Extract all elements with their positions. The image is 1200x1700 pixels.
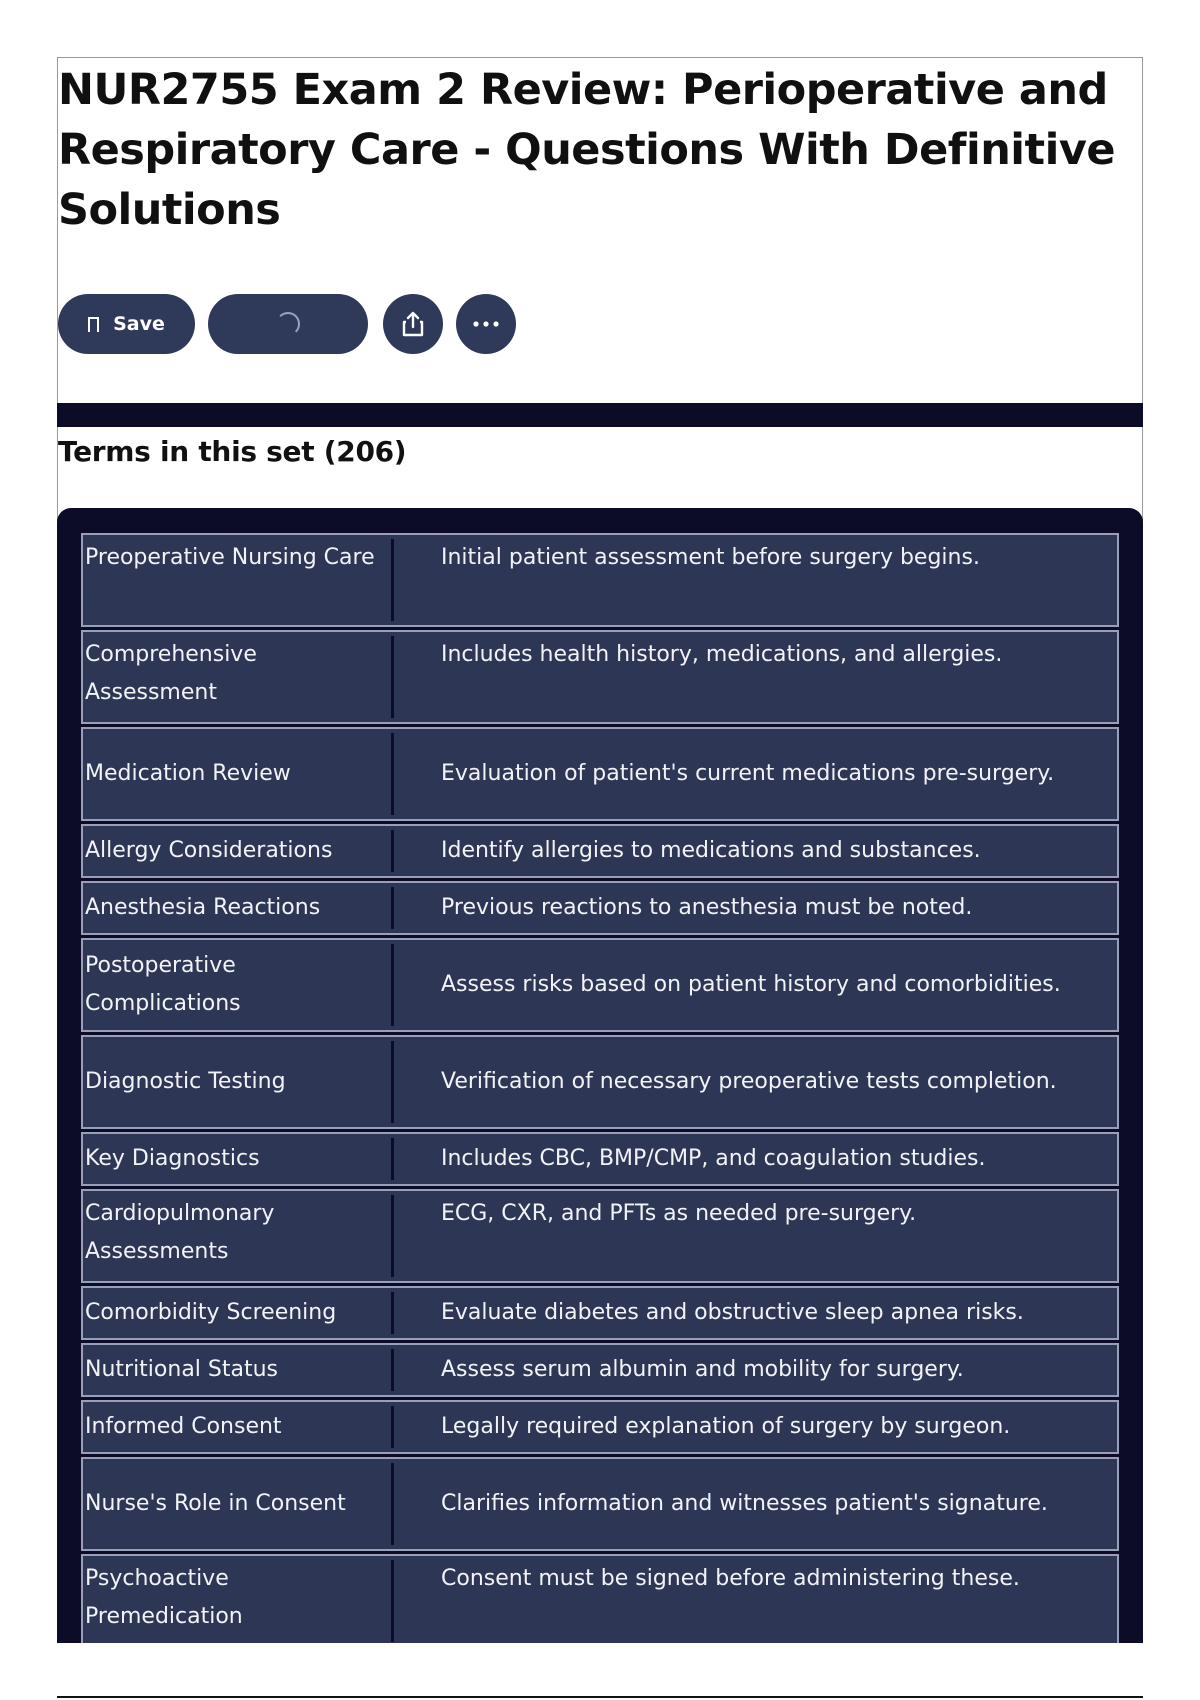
definition-text: ECG, CXR, and PFTs as needed pre-surgery. bbox=[441, 1201, 917, 1226]
page-title: NUR2755 Exam 2 Review: Perioperative and Respiratory Care - Questions With Definitive Solutions bbox=[58, 65, 1116, 235]
term-row[interactable] bbox=[81, 727, 1119, 821]
term-text: Anesthesia Reactions bbox=[85, 895, 321, 920]
save-button[interactable] bbox=[58, 294, 195, 354]
definition-text: Consent must be signed before administering these. bbox=[441, 1566, 1020, 1591]
term-text: Medication Review bbox=[85, 761, 291, 786]
term-text: Preoperative Nursing Care bbox=[85, 545, 375, 570]
term-text: Nurse's Role in Consent bbox=[85, 1491, 346, 1516]
term-text: Allergy Considerations bbox=[85, 838, 333, 863]
definition-text: Legally required explanation of surgery by surgeon. bbox=[441, 1414, 1011, 1439]
definition-text: Verification of necessary preoperative tests completion. bbox=[441, 1069, 1057, 1094]
term-text: Psychoactive Premedication bbox=[85, 1566, 243, 1629]
term-row[interactable] bbox=[81, 1132, 1119, 1186]
term-row[interactable] bbox=[81, 824, 1119, 878]
term-text: Comorbidity Screening bbox=[85, 1300, 337, 1325]
term-row[interactable] bbox=[81, 630, 1119, 724]
term-row[interactable] bbox=[81, 1343, 1119, 1397]
term-row[interactable] bbox=[81, 1457, 1119, 1551]
term-row[interactable] bbox=[81, 881, 1119, 935]
term-text: Informed Consent bbox=[85, 1414, 282, 1439]
term-text: Key Diagnostics bbox=[85, 1146, 260, 1171]
definition-text: Evaluate diabetes and obstructive sleep apnea risks. bbox=[441, 1300, 1024, 1325]
terms-list bbox=[81, 533, 1119, 1643]
bookmark-icon bbox=[88, 317, 99, 332]
term-text: Nutritional Status bbox=[85, 1357, 279, 1382]
term-text: Postoperative Complications bbox=[85, 953, 241, 1016]
term-text: Cardiopulmonary Assessments bbox=[85, 1201, 275, 1264]
definition-text: Assess serum albumin and mobility for surgery. bbox=[441, 1357, 964, 1382]
footer-divider bbox=[57, 1696, 1143, 1698]
share-button[interactable] bbox=[383, 294, 443, 354]
definition-text: Evaluation of patient's current medications pre-surgery. bbox=[441, 761, 1055, 786]
term-row[interactable] bbox=[81, 533, 1119, 627]
term-text: Comprehensive Assessment bbox=[85, 642, 257, 705]
term-row[interactable] bbox=[81, 1554, 1119, 1643]
save-button-label: Save bbox=[113, 313, 165, 335]
term-row[interactable] bbox=[81, 938, 1119, 1032]
loading-spinner-icon bbox=[276, 312, 300, 336]
term-row[interactable] bbox=[81, 1400, 1119, 1454]
term-text: Diagnostic Testing bbox=[85, 1069, 286, 1094]
definition-text: Assess risks based on patient history and comorbidities. bbox=[441, 972, 1061, 997]
definition-text: Clarifies information and witnesses patient's signature. bbox=[441, 1491, 1048, 1516]
terms-heading: Terms in this set (206) bbox=[58, 435, 407, 468]
term-row[interactable] bbox=[81, 1035, 1119, 1129]
more-options-button[interactable] bbox=[456, 294, 516, 354]
loading-button[interactable] bbox=[208, 294, 368, 354]
section-divider bbox=[57, 403, 1143, 427]
definition-text: Includes health history, medications, and allergies. bbox=[441, 642, 1003, 667]
share-icon bbox=[400, 310, 426, 338]
definition-text: Previous reactions to anesthesia must be noted. bbox=[441, 895, 973, 920]
more-options-icon bbox=[471, 320, 501, 328]
term-row[interactable] bbox=[81, 1286, 1119, 1340]
terms-card bbox=[57, 508, 1143, 1643]
definition-text: Identify allergies to medications and substances. bbox=[441, 838, 981, 863]
definition-text: Initial patient assessment before surgery begins. bbox=[441, 545, 980, 570]
definition-text: Includes CBC, BMP/CMP, and coagulation studies. bbox=[441, 1146, 986, 1171]
term-row[interactable] bbox=[81, 1189, 1119, 1283]
